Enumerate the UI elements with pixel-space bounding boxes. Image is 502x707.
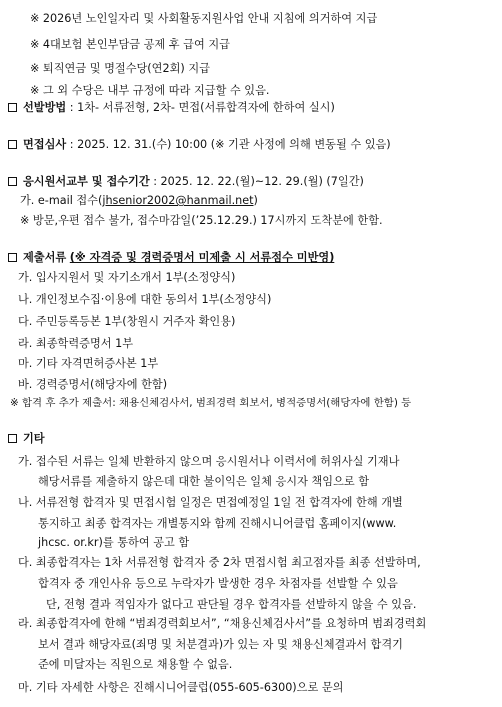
- other-line-10: 보서 결과 해당자료(죄명 및 처분결과)가 있는 자 및 채용신체결과서 합격기: [38, 638, 403, 651]
- email-prefix: 가. e-mail 접수(: [20, 194, 103, 207]
- checkbox-square-icon: [8, 103, 17, 112]
- document-item-4: 라. 최종학력증명서 1부: [18, 337, 134, 350]
- checkbox-square-icon: [8, 253, 17, 262]
- other-line-8: 단, 전형 결과 적임자가 없다고 판단될 경우 합격자를 선발하지 않을 수 있음.: [46, 598, 417, 611]
- documents-condition: (※ 자격증 및 경력증명서 미제출 시 서류점수 미반영): [69, 251, 335, 264]
- interview-schedule: [8, 138, 391, 152]
- email-submission: [20, 194, 258, 208]
- documents-label: 제출서류: [23, 251, 67, 264]
- other-line-2: 해당서류를 제출하지 않은데 대한 불이익은 일체 응시자 책임으로 함: [38, 475, 370, 488]
- selection-label: 선발방법: [23, 101, 67, 114]
- checkbox-square-icon: [8, 140, 17, 149]
- email-link[interactable]: jhsenior2002@hanmail.net: [102, 194, 254, 207]
- application-note: ※ 방문,우편 접수 불가, 접수마감일(’25.12.29.) 17시까지 도착분에 한함.: [20, 214, 383, 227]
- checkbox-square-icon: [8, 177, 17, 186]
- checkbox-square-icon: [8, 434, 17, 443]
- documents-post-note: ※ 합격 후 추가 제출서: 채용신체검사서, 범죄경력 회보서, 병적증명서(해당자에 한함) 등: [10, 397, 412, 409]
- other-heading: [8, 432, 45, 446]
- document-item-1: 가. 입사지원서 및 자기소개서 1부(소정양식): [18, 271, 236, 284]
- interview-label: 면접심사: [23, 138, 67, 151]
- interview-text: : 2025. 12. 31.(수) 10:00 (※ 기관 사정에 의해 변동될 수 있음): [69, 138, 391, 151]
- document-item-2: 나. 개인정보수집·이용에 대한 동의서 1부(소정양식): [18, 293, 272, 306]
- application-label: 응시원서교부 및 접수기간: [23, 175, 150, 188]
- other-label: 기타: [23, 432, 45, 445]
- email-suffix: ): [253, 194, 258, 207]
- application-period: [8, 175, 364, 189]
- intro-note-2: ※ 4대보험 본인부담금 공제 후 급여 지급: [30, 38, 230, 51]
- other-line-1: 가. 접수된 서류는 일체 반환하지 않으며 응시원서나 이력서에 허위사실 기재나: [18, 455, 400, 468]
- other-line-4: 통지하고 최종 합격자는 개별통지와 함께 진해시니어클럽 홈페이지(www.: [38, 517, 397, 530]
- documents-heading: [8, 251, 334, 265]
- other-line-5: jhcsc. or.kr)를 통하여 공고 함: [38, 536, 190, 549]
- selection-text: : 1차- 서류전형, 2차- 면접(서류합격자에 한하여 실시): [69, 101, 335, 114]
- other-line-6: 다. 최종합격자는 1차 서류전형 합격자 중 2차 면접시험 최고점자를 최종 선발하며,: [18, 556, 421, 569]
- other-line-11: 준에 미달자는 직원으로 채용할 수 없음.: [38, 658, 233, 671]
- intro-note-1: ※ 2026년 노인일자리 및 사회활동지원사업 안내 지침에 의거하여 지급: [30, 12, 378, 25]
- document-item-3: 다. 주민등록등본 1부(창원시 거주자 확인용): [18, 315, 236, 328]
- intro-note-4: ※ 그 외 수당은 내부 규정에 따라 지급할 수 있음.: [30, 84, 270, 97]
- document-item-5: 마. 기타 자격면허증사본 1부: [18, 357, 159, 370]
- other-line-7: 합격자 중 개인사유 등으로 누락자가 발생한 경우 차점자를 선발할 수 있음: [38, 577, 398, 590]
- document-item-6: 바. 경력증명서(해당자에 한함): [18, 378, 168, 391]
- other-line-12: 마. 기타 자세한 사항은 진해시니어클럽(055-605-6300)으로 문의: [18, 681, 344, 694]
- intro-note-3: ※ 퇴직연금 및 명절수당(연2회) 지급: [30, 62, 210, 75]
- application-text: : 2025. 12. 22.(월)~12. 29.(월) (7일간): [153, 175, 364, 188]
- other-line-9: 라. 최종합격자에 한해 “범죄경력회보서”, “채용신체검사서”를 요청하며 범죄경력회: [18, 617, 427, 630]
- selection-method: [8, 101, 335, 115]
- other-line-3: 나. 서류전형 합격자 및 면접시험 일정은 면접예정일 1일 전 합격자에 한해 개별: [18, 496, 403, 509]
